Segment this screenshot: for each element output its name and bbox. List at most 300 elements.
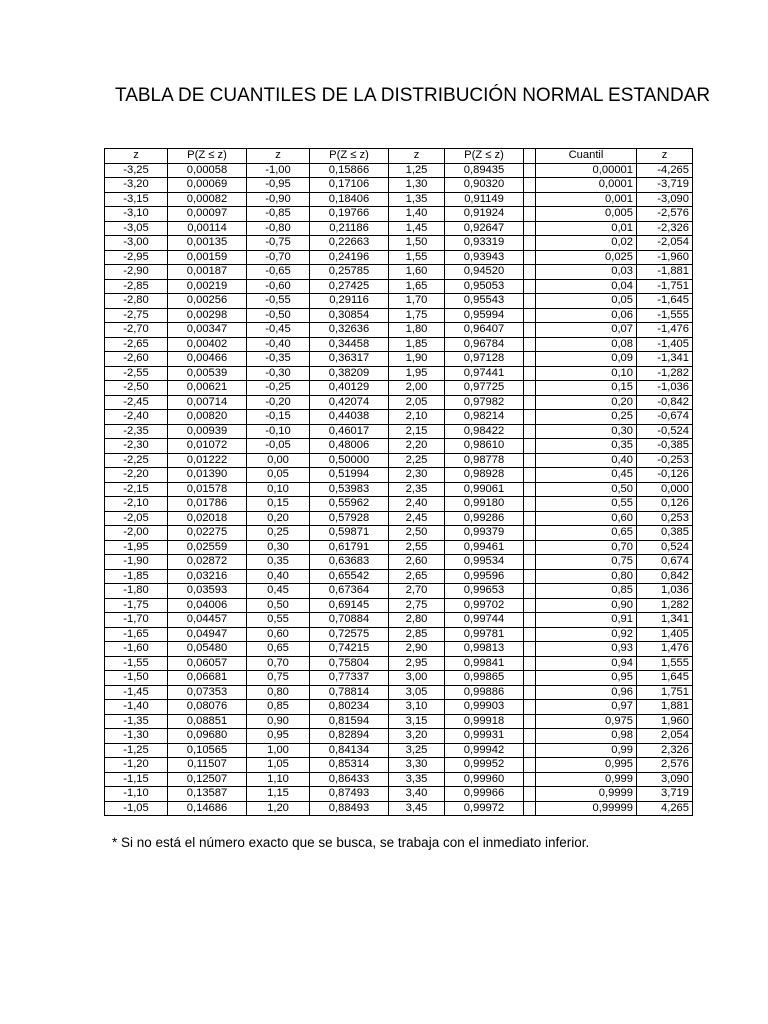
probability-2: 0,69145	[310, 598, 389, 613]
z-value-1: -2,20	[105, 468, 168, 483]
z-value-2: -0,10	[247, 424, 310, 439]
probability-1: 0,00219	[168, 279, 247, 294]
probability-3: 0,99461	[445, 540, 524, 555]
z-value-3: 1,50	[389, 236, 445, 251]
z-value-3: 1,40	[389, 207, 445, 222]
table-row	[105, 598, 693, 613]
z-value-1: -2,05	[105, 511, 168, 526]
probability-3: 0,92647	[445, 221, 524, 236]
z-value-3: 2,75	[389, 598, 445, 613]
probability-2: 0,44038	[310, 410, 389, 425]
z-value-1: -1,20	[105, 758, 168, 773]
cuantil-value: 0,91	[536, 613, 637, 628]
z-value-4: -1,282	[637, 366, 693, 381]
probability-3: 0,95053	[445, 279, 524, 294]
z-value-4: -1,555	[637, 308, 693, 323]
z-value-3: 3,15	[389, 714, 445, 729]
probability-1: 0,06681	[168, 671, 247, 686]
z-value-1: -3,05	[105, 221, 168, 236]
cuantil-value: 0,90	[536, 598, 637, 613]
cuantil-value: 0,94	[536, 656, 637, 671]
z-value-4: -1,881	[637, 265, 693, 280]
gap	[524, 700, 536, 715]
z-value-1: -1,50	[105, 671, 168, 686]
z-value-2: 1,20	[247, 801, 310, 816]
table-row	[105, 584, 693, 599]
z-value-4: -1,751	[637, 279, 693, 294]
probability-3: 0,99886	[445, 685, 524, 700]
probability-1: 0,00135	[168, 236, 247, 251]
gap	[524, 497, 536, 512]
probability-2: 0,67364	[310, 584, 389, 599]
probability-2: 0,17106	[310, 178, 389, 193]
probability-2: 0,59871	[310, 526, 389, 541]
probability-1: 0,00298	[168, 308, 247, 323]
cuantil-value: 0,02	[536, 236, 637, 251]
table-row	[105, 410, 693, 425]
probability-1: 0,04947	[168, 627, 247, 642]
probability-2: 0,72575	[310, 627, 389, 642]
probability-1: 0,08076	[168, 700, 247, 715]
cuantil-value: 0,96	[536, 685, 637, 700]
z-value-2: 1,10	[247, 772, 310, 787]
z-value-4: -1,036	[637, 381, 693, 396]
probability-2: 0,84134	[310, 743, 389, 758]
probability-1: 0,04006	[168, 598, 247, 613]
z-value-1: -2,80	[105, 294, 168, 309]
gap	[524, 221, 536, 236]
probability-1: 0,00466	[168, 352, 247, 367]
probability-1: 0,06057	[168, 656, 247, 671]
probability-2: 0,63683	[310, 555, 389, 570]
header-z-3: z	[389, 149, 445, 164]
z-value-4: 1,960	[637, 714, 693, 729]
probability-2: 0,85314	[310, 758, 389, 773]
probability-2: 0,15866	[310, 163, 389, 178]
cuantil-value: 0,001	[536, 192, 637, 207]
probability-2: 0,32636	[310, 323, 389, 338]
z-value-3: 1,80	[389, 323, 445, 338]
table-row	[105, 236, 693, 251]
z-value-4: 3,719	[637, 787, 693, 802]
probability-2: 0,65542	[310, 569, 389, 584]
probability-3: 0,91924	[445, 207, 524, 222]
z-value-1: -1,85	[105, 569, 168, 584]
page-title: TABLA DE CUANTILES DE LA DISTRIBUCIÓN NORMAL ESTANDAR	[115, 85, 711, 106]
z-value-2: 0,60	[247, 627, 310, 642]
z-value-4: -1,476	[637, 323, 693, 338]
probability-1: 0,00159	[168, 250, 247, 265]
gap	[524, 584, 536, 599]
probability-1: 0,01390	[168, 468, 247, 483]
probability-3: 0,98778	[445, 453, 524, 468]
probability-3: 0,99061	[445, 482, 524, 497]
table-row	[105, 192, 693, 207]
z-value-2: 0,40	[247, 569, 310, 584]
gap	[524, 511, 536, 526]
z-value-3: 2,30	[389, 468, 445, 483]
z-value-4: -3,719	[637, 178, 693, 193]
z-value-3: 3,05	[389, 685, 445, 700]
z-value-2: -0,45	[247, 323, 310, 338]
gap	[524, 555, 536, 570]
gap	[524, 772, 536, 787]
probability-1: 0,00402	[168, 337, 247, 352]
z-value-4: -1,960	[637, 250, 693, 265]
probability-1: 0,02559	[168, 540, 247, 555]
probability-1: 0,07353	[168, 685, 247, 700]
table-row	[105, 279, 693, 294]
z-value-3: 1,85	[389, 337, 445, 352]
probability-2: 0,46017	[310, 424, 389, 439]
cuantil-value: 0,65	[536, 526, 637, 541]
probability-3: 0,97725	[445, 381, 524, 396]
probability-2: 0,48006	[310, 439, 389, 454]
z-value-1: -1,70	[105, 613, 168, 628]
cuantil-value: 0,9999	[536, 787, 637, 802]
probability-2: 0,27425	[310, 279, 389, 294]
table-row	[105, 540, 693, 555]
gap	[524, 424, 536, 439]
cuantil-value: 0,30	[536, 424, 637, 439]
z-value-4: 1,282	[637, 598, 693, 613]
header-cuantil: Cuantil	[536, 149, 637, 164]
gap	[524, 468, 536, 483]
gap	[524, 337, 536, 352]
z-value-1: -2,00	[105, 526, 168, 541]
cuantil-value: 0,85	[536, 584, 637, 599]
table-row	[105, 714, 693, 729]
cuantil-value: 0,10	[536, 366, 637, 381]
gap	[524, 163, 536, 178]
probability-2: 0,61791	[310, 540, 389, 555]
gap	[524, 671, 536, 686]
table-row	[105, 381, 693, 396]
cuantil-value: 0,40	[536, 453, 637, 468]
z-value-1: -1,80	[105, 584, 168, 599]
z-value-4: -0,253	[637, 453, 693, 468]
z-value-3: 1,55	[389, 250, 445, 265]
z-value-1: -2,30	[105, 439, 168, 454]
probability-1: 0,00714	[168, 395, 247, 410]
probability-2: 0,34458	[310, 337, 389, 352]
z-value-4: -0,385	[637, 439, 693, 454]
cuantil-value: 0,999	[536, 772, 637, 787]
table-row	[105, 250, 693, 265]
probability-1: 0,03593	[168, 584, 247, 599]
z-value-4: 2,054	[637, 729, 693, 744]
probability-3: 0,95543	[445, 294, 524, 309]
z-value-3: 2,25	[389, 453, 445, 468]
table-row	[105, 294, 693, 309]
z-value-3: 2,95	[389, 656, 445, 671]
gap	[524, 207, 536, 222]
probability-3: 0,98422	[445, 424, 524, 439]
probability-3: 0,99596	[445, 569, 524, 584]
z-value-1: -2,75	[105, 308, 168, 323]
probability-1: 0,00082	[168, 192, 247, 207]
z-value-1: -2,55	[105, 366, 168, 381]
z-value-3: 1,60	[389, 265, 445, 280]
cuantil-value: 0,97	[536, 700, 637, 715]
z-value-2: -0,95	[247, 178, 310, 193]
probability-3: 0,99653	[445, 584, 524, 599]
cuantil-value: 0,99	[536, 743, 637, 758]
z-value-2: -0,15	[247, 410, 310, 425]
gap	[524, 395, 536, 410]
probability-3: 0,97128	[445, 352, 524, 367]
cuantil-value: 0,975	[536, 714, 637, 729]
z-value-3: 2,45	[389, 511, 445, 526]
header-z-2: z	[247, 149, 310, 164]
z-value-3: 2,70	[389, 584, 445, 599]
header-prob-2: P(Z ≤ z)	[310, 149, 389, 164]
z-value-4: 0,126	[637, 497, 693, 512]
footnote: * Si no está el número exacto que se busca, se trabaja con el inmediato inferior.	[112, 835, 590, 850]
probability-2: 0,51994	[310, 468, 389, 483]
cuantil-value: 0,45	[536, 468, 637, 483]
table-row	[105, 395, 693, 410]
table-row	[105, 308, 693, 323]
z-value-1: -1,25	[105, 743, 168, 758]
probability-1: 0,01786	[168, 497, 247, 512]
probability-2: 0,30854	[310, 308, 389, 323]
z-value-4: 1,881	[637, 700, 693, 715]
table-row	[105, 642, 693, 657]
probability-3: 0,91149	[445, 192, 524, 207]
z-value-4: 1,405	[637, 627, 693, 642]
z-value-4: -0,842	[637, 395, 693, 410]
gap	[524, 642, 536, 657]
z-value-3: 2,20	[389, 439, 445, 454]
probability-2: 0,87493	[310, 787, 389, 802]
probability-2: 0,40129	[310, 381, 389, 396]
z-value-3: 3,25	[389, 743, 445, 758]
z-value-2: -0,85	[247, 207, 310, 222]
probability-2: 0,88493	[310, 801, 389, 816]
z-value-2: 1,15	[247, 787, 310, 802]
probability-3: 0,93943	[445, 250, 524, 265]
table-row	[105, 671, 693, 686]
probability-3: 0,96784	[445, 337, 524, 352]
z-value-3: 2,05	[389, 395, 445, 410]
probability-2: 0,55962	[310, 497, 389, 512]
z-value-2: 0,85	[247, 700, 310, 715]
probability-2: 0,75804	[310, 656, 389, 671]
probability-3: 0,99952	[445, 758, 524, 773]
z-value-4: 0,385	[637, 526, 693, 541]
z-value-4: 2,576	[637, 758, 693, 773]
z-value-2: 1,05	[247, 758, 310, 773]
z-value-4: -4,265	[637, 163, 693, 178]
probability-3: 0,99972	[445, 801, 524, 816]
z-value-2: 0,75	[247, 671, 310, 686]
gap	[524, 439, 536, 454]
z-value-3: 3,40	[389, 787, 445, 802]
cuantil-value: 0,75	[536, 555, 637, 570]
probability-3: 0,99960	[445, 772, 524, 787]
z-value-4: -1,645	[637, 294, 693, 309]
z-value-2: 0,55	[247, 613, 310, 628]
table-row	[105, 265, 693, 280]
z-value-1: -1,95	[105, 540, 168, 555]
probability-1: 0,02275	[168, 526, 247, 541]
z-value-1: -2,90	[105, 265, 168, 280]
z-value-3: 1,75	[389, 308, 445, 323]
z-value-2: -0,05	[247, 439, 310, 454]
table-row	[105, 801, 693, 816]
z-value-1: -1,75	[105, 598, 168, 613]
z-value-2: 0,25	[247, 526, 310, 541]
z-value-3: 2,40	[389, 497, 445, 512]
table-header-row	[105, 149, 693, 164]
z-value-2: -0,50	[247, 308, 310, 323]
gap	[524, 352, 536, 367]
z-value-3: 2,55	[389, 540, 445, 555]
cuantil-value: 0,06	[536, 308, 637, 323]
z-value-1: -2,15	[105, 482, 168, 497]
z-value-2: -0,30	[247, 366, 310, 381]
gap	[524, 453, 536, 468]
z-value-3: 2,00	[389, 381, 445, 396]
probability-1: 0,11507	[168, 758, 247, 773]
cuantil-value: 0,50	[536, 482, 637, 497]
probability-3: 0,89435	[445, 163, 524, 178]
probability-2: 0,42074	[310, 395, 389, 410]
z-value-1: -3,10	[105, 207, 168, 222]
probability-3: 0,99534	[445, 555, 524, 570]
z-value-3: 1,25	[389, 163, 445, 178]
probability-3: 0,98214	[445, 410, 524, 425]
table-row	[105, 337, 693, 352]
cuantil-value: 0,00001	[536, 163, 637, 178]
cuantil-value: 0,98	[536, 729, 637, 744]
z-value-3: 2,65	[389, 569, 445, 584]
probability-1: 0,01072	[168, 439, 247, 454]
probability-3: 0,99841	[445, 656, 524, 671]
z-value-4: -2,576	[637, 207, 693, 222]
probability-1: 0,01222	[168, 453, 247, 468]
z-value-4: 4,265	[637, 801, 693, 816]
table-row	[105, 758, 693, 773]
z-value-2: 0,20	[247, 511, 310, 526]
z-value-2: 0,50	[247, 598, 310, 613]
z-value-3: 2,80	[389, 613, 445, 628]
cuantil-value: 0,995	[536, 758, 637, 773]
probability-3: 0,99931	[445, 729, 524, 744]
probability-1: 0,00097	[168, 207, 247, 222]
gap	[524, 569, 536, 584]
probability-1: 0,12507	[168, 772, 247, 787]
gap	[524, 801, 536, 816]
table-row	[105, 163, 693, 178]
z-value-3: 2,60	[389, 555, 445, 570]
cuantil-value: 0,07	[536, 323, 637, 338]
z-value-3: 1,45	[389, 221, 445, 236]
probability-2: 0,21186	[310, 221, 389, 236]
probability-3: 0,99918	[445, 714, 524, 729]
gap	[524, 656, 536, 671]
gap	[524, 178, 536, 193]
probability-1: 0,08851	[168, 714, 247, 729]
table-row	[105, 468, 693, 483]
probability-3: 0,97982	[445, 395, 524, 410]
z-value-4: 2,326	[637, 743, 693, 758]
z-value-4: -0,524	[637, 424, 693, 439]
z-value-4: 0,524	[637, 540, 693, 555]
z-value-1: -1,60	[105, 642, 168, 657]
table-row	[105, 685, 693, 700]
z-value-4: 1,476	[637, 642, 693, 657]
probability-2: 0,38209	[310, 366, 389, 381]
gap	[524, 714, 536, 729]
table-row	[105, 656, 693, 671]
z-value-3: 1,90	[389, 352, 445, 367]
z-value-4: -1,405	[637, 337, 693, 352]
z-value-3: 2,35	[389, 482, 445, 497]
probability-1: 0,05480	[168, 642, 247, 657]
z-value-4: -2,326	[637, 221, 693, 236]
probability-3: 0,96407	[445, 323, 524, 338]
probability-1: 0,00187	[168, 265, 247, 280]
probability-3: 0,99379	[445, 526, 524, 541]
probability-1: 0,00820	[168, 410, 247, 425]
z-value-1: -3,20	[105, 178, 168, 193]
z-value-1: -3,00	[105, 236, 168, 251]
probability-3: 0,99744	[445, 613, 524, 628]
probability-2: 0,77337	[310, 671, 389, 686]
z-value-4: 1,751	[637, 685, 693, 700]
z-value-4: -0,126	[637, 468, 693, 483]
probability-3: 0,98610	[445, 439, 524, 454]
z-value-4: 0,000	[637, 482, 693, 497]
z-value-1: -2,50	[105, 381, 168, 396]
cuantil-value: 0,005	[536, 207, 637, 222]
gap	[524, 540, 536, 555]
probability-3: 0,99942	[445, 743, 524, 758]
gap	[524, 758, 536, 773]
table-row	[105, 221, 693, 236]
z-value-1: -2,70	[105, 323, 168, 338]
z-value-4: 1,341	[637, 613, 693, 628]
table-row	[105, 627, 693, 642]
probability-2: 0,74215	[310, 642, 389, 657]
z-value-2: -0,75	[247, 236, 310, 251]
table-row	[105, 178, 693, 193]
z-value-1: -3,25	[105, 163, 168, 178]
cuantil-value: 0,025	[536, 250, 637, 265]
table-row	[105, 787, 693, 802]
probability-3: 0,99813	[445, 642, 524, 657]
z-value-2: -0,90	[247, 192, 310, 207]
z-value-4: -1,341	[637, 352, 693, 367]
cuantil-value: 0,03	[536, 265, 637, 280]
z-value-2: -1,00	[247, 163, 310, 178]
gap	[524, 526, 536, 541]
header-prob-1: P(Z ≤ z)	[168, 149, 247, 164]
z-value-3: 3,10	[389, 700, 445, 715]
probability-1: 0,01578	[168, 482, 247, 497]
gap	[524, 787, 536, 802]
table-body	[105, 163, 693, 816]
probability-2: 0,50000	[310, 453, 389, 468]
z-value-1: -1,15	[105, 772, 168, 787]
probability-1: 0,00058	[168, 163, 247, 178]
gap	[524, 279, 536, 294]
probability-1: 0,00256	[168, 294, 247, 309]
probability-2: 0,78814	[310, 685, 389, 700]
cuantil-value: 0,01	[536, 221, 637, 236]
